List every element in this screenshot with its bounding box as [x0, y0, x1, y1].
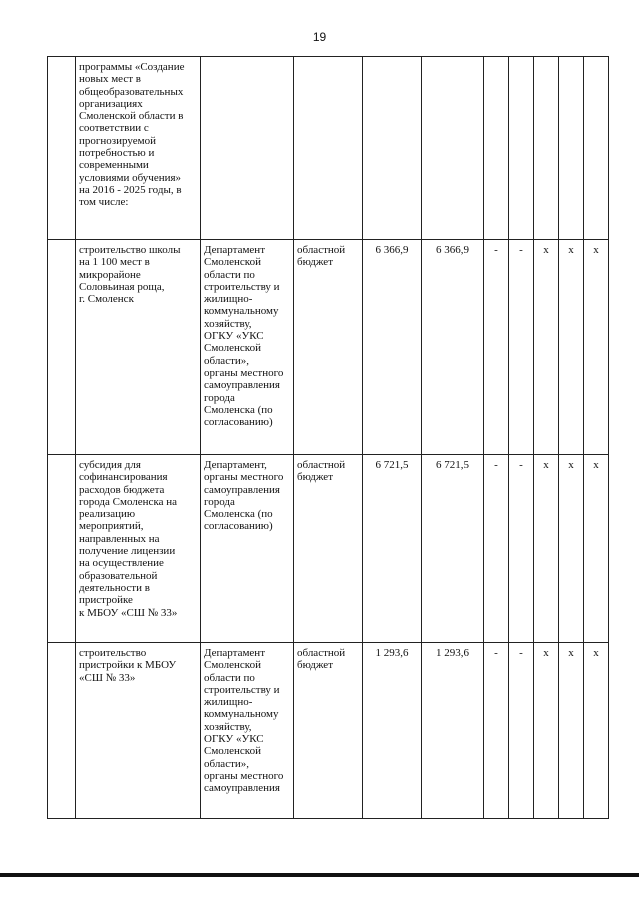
year-cell: [534, 57, 559, 240]
year-cell: x: [534, 240, 559, 455]
executor-cell: [201, 57, 294, 240]
row-number-cell: [48, 455, 76, 643]
year-cell: x: [559, 455, 584, 643]
row-number-cell: [48, 240, 76, 455]
year-cell: x: [559, 240, 584, 455]
total-amount-cell: 6 366,9: [363, 240, 422, 455]
funding-source-cell: областной бюджет: [294, 455, 363, 643]
row-number-cell: [48, 57, 76, 240]
total-amount-cell: [363, 57, 422, 240]
year-cell: x: [534, 455, 559, 643]
funding-source-cell: областной бюджет: [294, 643, 363, 819]
funding-source-cell: областной бюджет: [294, 240, 363, 455]
executor-cell: Департамент, органы местного самоуправления города Смоленска (по согласованию): [201, 455, 294, 643]
table-row: [48, 240, 609, 455]
funding-source-cell: [294, 57, 363, 240]
total-amount-cell: 6 721,5: [363, 455, 422, 643]
year-cell: [584, 57, 609, 240]
bottom-rule: [0, 873, 639, 877]
year-amount-cell: 6 366,9: [422, 240, 484, 455]
year-cell: x: [559, 643, 584, 819]
year-cell: x: [584, 643, 609, 819]
year-cell: x: [584, 455, 609, 643]
year-cell: x: [534, 643, 559, 819]
year-cell: -: [509, 455, 534, 643]
year-cell: -: [509, 240, 534, 455]
activity-name-cell: субсидия для софинансирования расходов бюджета города Смоленска на реализацию мероприятий, направленных на получение лицензии на осуществление образовательной деятельности в пристройке к МБОУ «СШ № 33»: [76, 455, 201, 643]
year-amount-cell: 1 293,6: [422, 643, 484, 819]
year-cell: [484, 57, 509, 240]
year-amount-cell: [422, 57, 484, 240]
year-cell: -: [484, 643, 509, 819]
year-cell: [509, 57, 534, 240]
year-amount-cell: 6 721,5: [422, 455, 484, 643]
year-cell: -: [484, 240, 509, 455]
table-row: [48, 643, 609, 819]
program-table: [47, 56, 609, 819]
total-amount-cell: 1 293,6: [363, 643, 422, 819]
activity-name-cell: строительство школы на 1 100 мест в микрорайоне Соловьиная роща, г. Смоленск: [76, 240, 201, 455]
year-cell: x: [584, 240, 609, 455]
table-row: [48, 57, 609, 240]
row-number-cell: [48, 643, 76, 819]
page-number: 19: [312, 30, 327, 44]
executor-cell: Департамент Смоленской области по строительству и жилищно- коммунальному хозяйству, ОГКУ «УКС Смоленской области», органы местного самоуправления: [201, 643, 294, 819]
executor-cell: Департамент Смоленской области по строительству и жилищно- коммунальному хозяйству, ОГКУ «УКС Смоленской области», органы местного самоуправления города Смоленска (по согласованию): [201, 240, 294, 455]
activity-name-cell: строительство пристройки к МБОУ «СШ № 33»: [76, 643, 201, 819]
year-cell: -: [484, 455, 509, 643]
year-cell: [559, 57, 584, 240]
table-row: [48, 455, 609, 643]
year-cell: -: [509, 643, 534, 819]
activity-name-cell: программы «Создание новых мест в общеобразовательных организациях Смоленской области в соответствии с прогнозируемой потребностью и современными условиями обучения» на 2016 - 2025 годы, в том числе:: [76, 57, 201, 240]
